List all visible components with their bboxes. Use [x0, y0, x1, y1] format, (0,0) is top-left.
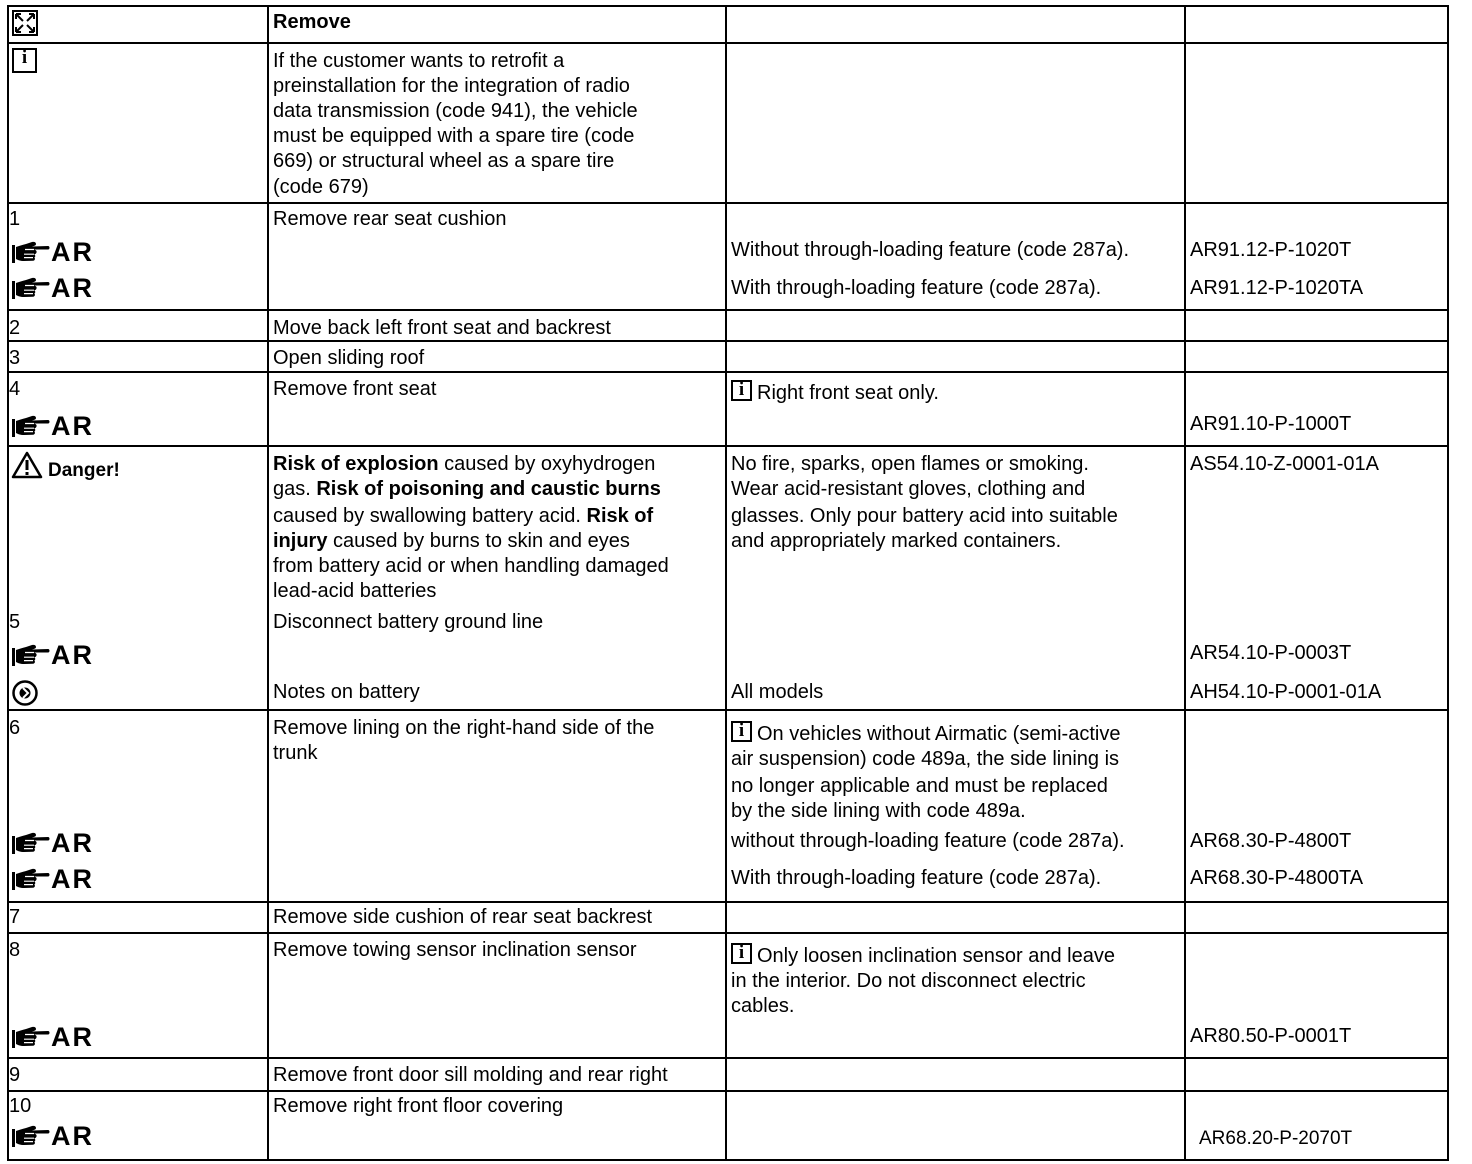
- pointing-hand-icon: [10, 1123, 50, 1149]
- document-link[interactable]: AR91.12-P-1020TA: [1190, 277, 1364, 299]
- condition-text: All models: [731, 681, 824, 703]
- warning-icon: [11, 451, 43, 479]
- ar-reference-marker: AR: [10, 274, 94, 302]
- step-number: 2: [9, 317, 21, 339]
- step-number: 9: [9, 1064, 21, 1086]
- step-action: Move back left front seat and backrest: [273, 317, 611, 339]
- ar-reference-marker: AR: [10, 412, 94, 440]
- step-action: Remove right front floor covering: [273, 1095, 564, 1117]
- ar-reference-marker: AR: [10, 1122, 94, 1150]
- pointing-hand-icon: [10, 275, 50, 301]
- info-icon: [12, 48, 37, 73]
- step-action: Remove front door sill molding and rear right: [273, 1064, 668, 1086]
- step-action: Remove towing sensor inclination sensor: [273, 939, 637, 961]
- pointing-hand-icon: [10, 866, 50, 892]
- document-link[interactable]: AR54.10-P-0003T: [1190, 642, 1352, 664]
- step-action: Disconnect battery ground line: [273, 611, 544, 633]
- expand-icon: [12, 10, 38, 36]
- info-icon: [731, 943, 752, 964]
- document-link[interactable]: AH54.10-P-0001-01A: [1190, 681, 1382, 703]
- step-action: Remove side cushion of rear seat backrest: [273, 906, 653, 928]
- ar-reference-marker: AR: [10, 238, 94, 266]
- ar-reference-marker: AR: [10, 1023, 94, 1051]
- info-note: iRight front seat only.: [731, 380, 939, 406]
- condition-text: without through-loading feature (code 287a).: [731, 830, 1125, 852]
- step-action: Remove rear seat cushion: [273, 208, 507, 230]
- danger-label: Danger!: [48, 460, 120, 481]
- document-link[interactable]: AR68.30-P-4800TA: [1190, 867, 1364, 889]
- step-action: Remove front seat: [273, 378, 437, 400]
- pointing-hand-icon: [10, 1024, 50, 1050]
- document-link[interactable]: AR68.30-P-4800T: [1190, 830, 1352, 852]
- condition-text: With through-loading feature (code 287a).: [731, 867, 1102, 889]
- pointing-hand-icon: [10, 830, 50, 856]
- ar-reference-marker: AR: [10, 865, 94, 893]
- step-number: 6: [9, 717, 21, 739]
- step-action: Open sliding roof: [273, 347, 425, 369]
- ar-reference-marker: AR: [10, 641, 94, 669]
- notes-icon: [11, 679, 39, 707]
- step-number: 8: [9, 939, 21, 961]
- step-number: 1: [9, 208, 21, 230]
- info-icon: [731, 721, 752, 742]
- step-number: 10: [9, 1095, 32, 1117]
- step-number: 7: [9, 906, 21, 928]
- section-title: Remove: [273, 11, 351, 33]
- pointing-hand-icon: [10, 239, 50, 265]
- condition-text: Without through-loading feature (code 287a).: [731, 239, 1130, 261]
- step-action: Notes on battery: [273, 681, 420, 703]
- ar-reference-marker: AR: [10, 829, 94, 857]
- step-number: 3: [9, 347, 21, 369]
- step-number: 4: [9, 378, 21, 400]
- step-number: 5: [9, 611, 21, 633]
- pointing-hand-icon: [10, 413, 50, 439]
- document-link[interactable]: AR80.50-P-0001T: [1190, 1025, 1352, 1047]
- info-icon: [731, 380, 752, 401]
- condition-text: With through-loading feature (code 287a).: [731, 277, 1102, 299]
- document-link[interactable]: AR91.12-P-1020T: [1190, 239, 1352, 261]
- document-link[interactable]: AR68.20-P-2070T: [1199, 1128, 1353, 1149]
- document-link[interactable]: AR91.10-P-1000T: [1190, 413, 1352, 435]
- document-link[interactable]: AS54.10-Z-0001-01A: [1190, 453, 1380, 475]
- pointing-hand-icon: [10, 642, 50, 668]
